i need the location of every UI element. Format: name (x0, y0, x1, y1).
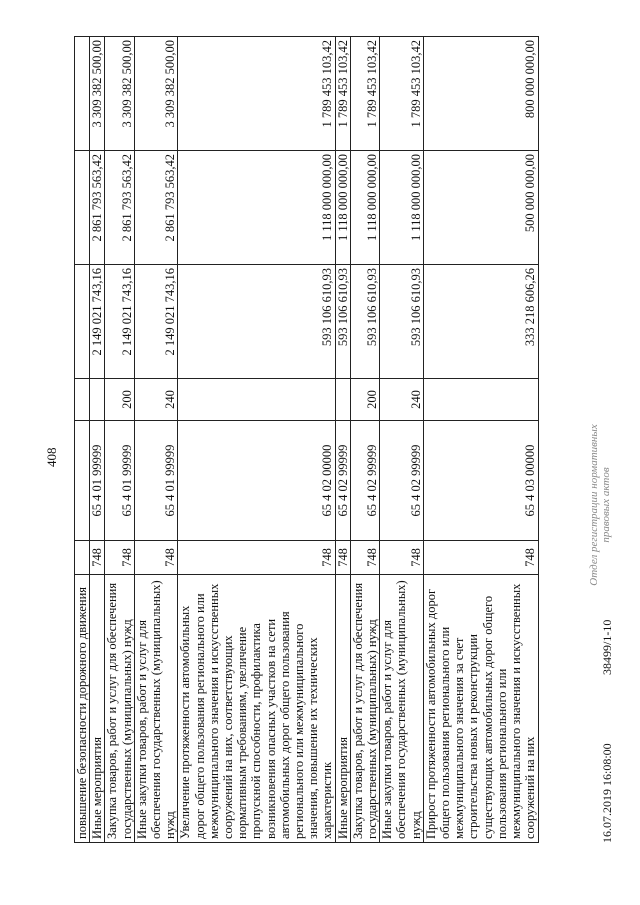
ministry-code: 748 (423, 541, 538, 575)
amount-2020: 2 861 793 563,42 (134, 151, 178, 265)
ministry-code: 748 (134, 541, 178, 575)
row-name: Закупка товаров, работ и услуг для обеспечения государственных (муниципальных) нужд (350, 575, 379, 843)
table-row (380, 37, 424, 843)
stamp-line: Отдел регистрации нормативных (588, 424, 600, 586)
expense-type-code (75, 379, 90, 421)
amount-2021: 800 000 000,00 (423, 37, 538, 151)
footer-doc-id: 38499/1-10 (600, 619, 614, 675)
amount-2020: 2 861 793 563,42 (90, 151, 105, 265)
expense-type-code: 240 (380, 379, 424, 421)
table-row (75, 37, 90, 843)
amount-2019: 593 106 610,93 (350, 265, 379, 379)
table-row (423, 37, 538, 843)
row-name: Иные закупки товаров, работ и услуг для обеспечения государственных (муниципальных) нужд (380, 575, 424, 843)
target-article-code: 65 4 02 99999 (350, 421, 379, 541)
expense-type-code (423, 379, 538, 421)
amount-2019 (75, 265, 90, 379)
amount-2021 (75, 37, 90, 151)
expense-type-code (90, 379, 105, 421)
target-article-code: 65 4 01 99999 (105, 421, 134, 541)
amount-2020: 500 000 000,00 (423, 151, 538, 265)
amount-2019: 593 106 610,93 (178, 265, 335, 379)
expense-type-code: 240 (134, 379, 178, 421)
amount-2021: 1 789 453 103,42 (335, 37, 350, 151)
table-row (350, 37, 379, 843)
amount-2020: 2 861 793 563,42 (105, 151, 134, 265)
table-row (90, 37, 105, 843)
amount-2019: 2 149 021 743,16 (134, 265, 178, 379)
target-article-code (75, 421, 90, 541)
ministry-code: 748 (335, 541, 350, 575)
expense-type-code (335, 379, 350, 421)
amount-2021: 1 789 453 103,42 (178, 37, 335, 151)
footer-date: 16.07.2019 16:08:00 (600, 743, 614, 843)
ministry-code: 748 (350, 541, 379, 575)
row-name: Закупка товаров, работ и услуг для обеспечения государственных (муниципальных) нужд (105, 575, 134, 843)
row-name: повышение безопасности дорожного движения (75, 575, 90, 843)
registration-stamp (588, 415, 612, 595)
table-body (75, 37, 539, 843)
amount-2021: 1 789 453 103,42 (350, 37, 379, 151)
target-article-code: 65 4 03 00000 (423, 421, 538, 541)
row-name: Увеличение протяженности автомобильных дорог общего пользования регионального или межмуниципального значения и искусственных сооружений на них, соответствующих нормативным требованиям, увеличение пропускной способности, профилактика возникновения опасных участков на сети автомобильных дорог общего пользования регионального или межмуниципального значения, повышение их технических характеристик (178, 575, 335, 843)
amount-2019: 593 106 610,93 (335, 265, 350, 379)
target-article-code: 65 4 01 99999 (90, 421, 105, 541)
amount-2019: 2 149 021 743,16 (105, 265, 134, 379)
amount-2021: 1 789 453 103,42 (380, 37, 424, 151)
amount-2021: 3 309 382 500,00 (134, 37, 178, 151)
ministry-code: 748 (90, 541, 105, 575)
ministry-code: 748 (105, 541, 134, 575)
row-name: Иные закупки товаров, работ и услуг для обеспечения государственных (муниципальных) нужд (134, 575, 178, 843)
expense-type-code: 200 (105, 379, 134, 421)
page-number: 408 (44, 447, 59, 467)
stamp-line: правовых актов (600, 467, 612, 543)
expense-type-code (178, 379, 335, 421)
amount-2020 (75, 151, 90, 265)
table-row (134, 37, 178, 843)
amount-2020: 1 118 000 000,00 (380, 151, 424, 265)
amount-2020: 1 118 000 000,00 (350, 151, 379, 265)
amount-2020: 1 118 000 000,00 (178, 151, 335, 265)
ministry-code (75, 541, 90, 575)
amount-2021: 3 309 382 500,00 (90, 37, 105, 151)
target-article-code: 65 4 01 99999 (134, 421, 178, 541)
target-article-code: 65 4 02 00000 (178, 421, 335, 541)
amount-2019: 333 218 606,26 (423, 265, 538, 379)
amount-2021: 3 309 382 500,00 (105, 37, 134, 151)
table-row (105, 37, 134, 843)
amount-2020: 1 118 000 000,00 (335, 151, 350, 265)
target-article-code: 65 4 02 99999 (380, 421, 424, 541)
ministry-code: 748 (380, 541, 424, 575)
table-row (178, 37, 335, 843)
row-name: Прирост протяженности автомобильных дорог общего пользования регионального или межмуниципального значения за счет строительства новых и реконструкции существующих автомобильных дорог общего пользования регионального или межмуниципального значения и искусственных сооружений на них (423, 575, 538, 843)
ministry-code: 748 (178, 541, 335, 575)
amount-2019: 593 106 610,93 (380, 265, 424, 379)
expense-type-code: 200 (350, 379, 379, 421)
table-row (335, 37, 350, 843)
target-article-code: 65 4 02 99999 (335, 421, 350, 541)
row-name: Иные мероприятия (90, 575, 105, 843)
row-name: Иные мероприятия (335, 575, 350, 843)
budget-table (74, 36, 539, 843)
amount-2019: 2 149 021 743,16 (90, 265, 105, 379)
